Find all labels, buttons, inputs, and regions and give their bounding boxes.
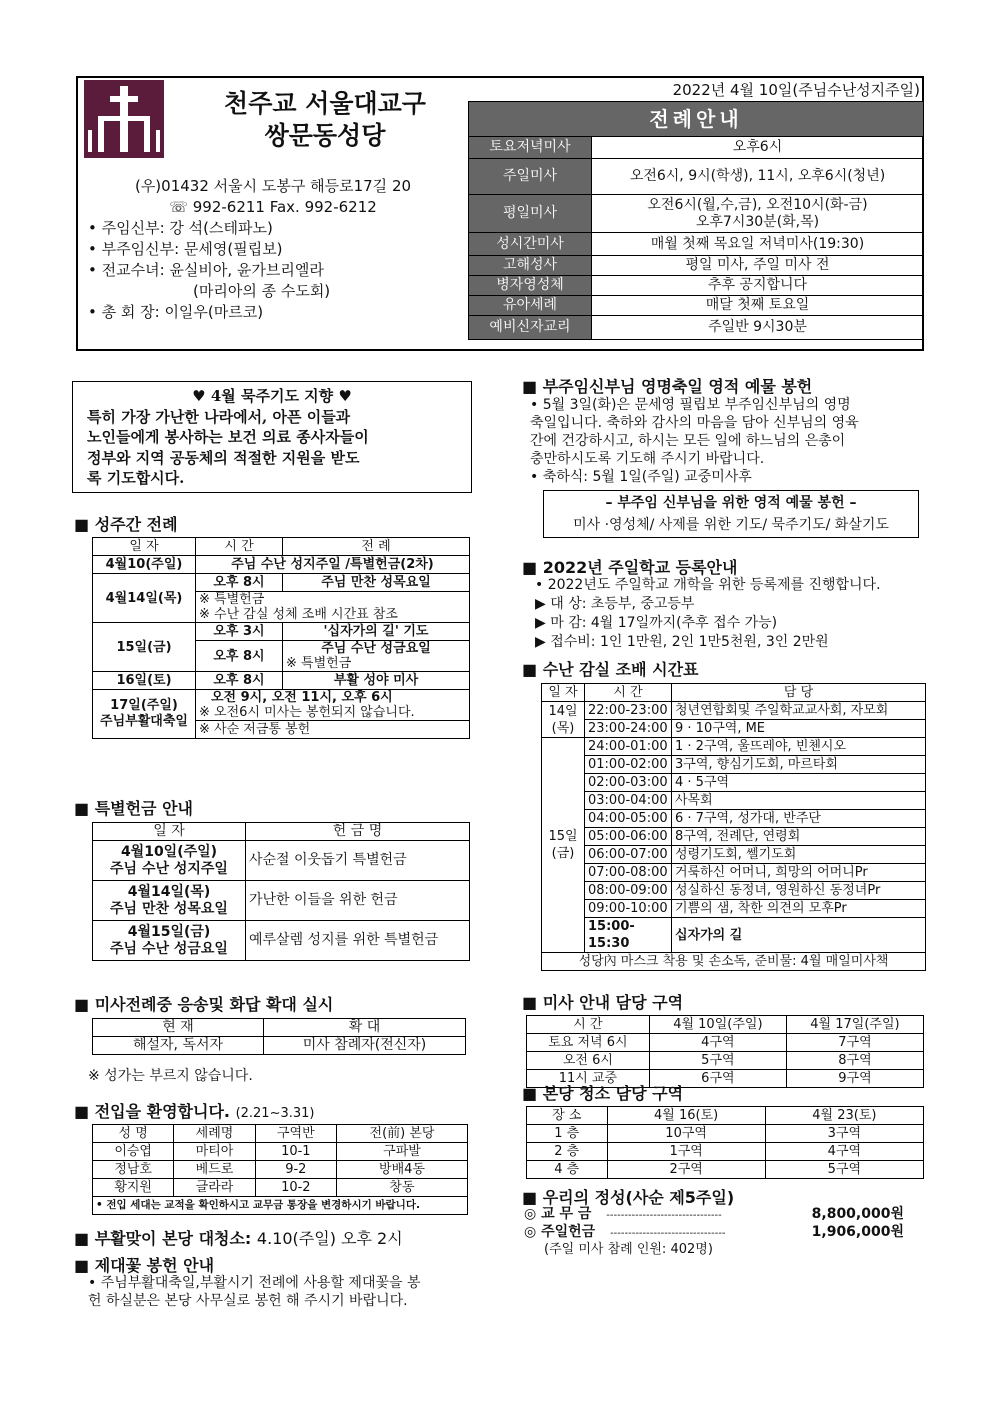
- liturgy-value: 오후6시: [592, 137, 924, 159]
- ad-time: 08:00-09:00: [585, 882, 672, 900]
- off-date: 4월10일(주일): [120, 843, 218, 860]
- col-header: 전 례: [283, 538, 470, 556]
- col-header: 구역반: [255, 1125, 336, 1143]
- wel-cell: 10-1: [255, 1143, 336, 1161]
- hw-date: 16일(토): [93, 672, 196, 690]
- md-cell: 11시 교중: [527, 1070, 650, 1088]
- expand-current: 해설자, 독서자: [93, 1037, 264, 1055]
- md-cell: 오전 6시: [527, 1052, 650, 1070]
- finance-row-offering: [524, 1223, 904, 1243]
- big-clean-label: ■ 부활맞이 본당 대청소:: [74, 1229, 252, 1248]
- md-cell: 7구역: [786, 1034, 923, 1052]
- ad-duty: 성실하신 동정녀, 영원하신 동정녀Pr: [672, 882, 926, 900]
- adoration-title: ■ 수난 감실 조배 시간표: [522, 660, 699, 679]
- ad-date: 15일(금): [542, 738, 585, 953]
- ad-time: 24:00-01:00: [585, 738, 672, 756]
- col-header: 시 간: [196, 538, 283, 556]
- ad-duty: 6 · 7구역, 성가대, 반주단: [672, 810, 926, 828]
- fin-amount: 8,800,000원: [811, 1206, 904, 1222]
- ad-time: 05:00-06:00: [585, 828, 672, 846]
- school-title: ■ 2022년 주일학교 등록안내: [522, 558, 738, 577]
- hw-date: 15일(금): [93, 623, 196, 672]
- hw-note: ※ 특별헌금: [286, 656, 352, 671]
- ad-time: 02:00-03:00: [585, 774, 672, 792]
- spiritual-offering-box: [543, 490, 919, 538]
- ad-duty: 3구역, 향심기도회, 마르타회: [672, 756, 926, 774]
- fin-leader: --------------------------------: [610, 1228, 726, 1239]
- welcome-title-text: ■ 전입을 환영합니다.: [74, 1102, 230, 1121]
- title-line1: 천주교 서울대교구: [224, 89, 426, 118]
- school-line: • 2022년도 주일학교 개학을 위한 등록제를 진행합니다.: [535, 577, 881, 593]
- staff-order: (마리아의 종 수도회): [193, 282, 331, 300]
- col-header: 일 자: [93, 823, 246, 841]
- liturgy-table: [468, 101, 924, 340]
- fin-amount: 1,906,000원: [811, 1224, 904, 1240]
- hw-note: ※ 수난 감실 성체 조배 시간표 참조: [199, 607, 398, 622]
- cd-cell: 2구역: [607, 1161, 765, 1179]
- bulletin-date: 2022년 4월 10일(주님수난성지주일): [672, 81, 920, 99]
- staff-president: • 총 회 장: 이일우(마르코): [88, 303, 264, 321]
- liturgy-key: 성시간미사: [469, 233, 592, 256]
- feast-title: ■ 부주임신부님 영명축일 영적 예물 봉헌: [522, 377, 813, 396]
- cd-cell: 1구역: [607, 1143, 765, 1161]
- ad-duty: 9 · 10구역, ME: [672, 720, 926, 738]
- ad-time: 03:00-04:00: [585, 792, 672, 810]
- col-header: 헌 금 명: [246, 823, 470, 841]
- col-header: 4월 10일(주일): [649, 1016, 786, 1034]
- liturgy-key: 토요저녁미사: [469, 137, 592, 159]
- col-header: 일 자: [542, 684, 585, 702]
- hw-note: ※ 사순 저금통 봉헌: [196, 721, 470, 739]
- ad-time: 06:00-07:00: [585, 846, 672, 864]
- address: (우)01432 서울시 도봉구 해등로17길 20: [134, 177, 412, 195]
- col-header: 4월 17일(주일): [786, 1016, 923, 1034]
- ad-duty: 거룩하신 어머니, 희망의 어머니Pr: [672, 864, 926, 882]
- spiritual-box-text: 미사 ·영성체/ 사제를 위한 기도/ 묵주기도/ 화살기도: [573, 517, 889, 533]
- prayer-intention-box: [72, 381, 472, 493]
- col-header: 성 명: [93, 1125, 174, 1143]
- feast-line: • 5월 3일(화)은 문세영 필립보 부주임신부님의 영명: [530, 397, 851, 413]
- cd-cell: 4 층: [527, 1161, 608, 1179]
- wel-cell: 정남호: [93, 1161, 174, 1179]
- col-header: 장 소: [527, 1107, 608, 1125]
- feast-line: 간에 건강하시고, 하시는 모든 일에 하느님의 은총이: [530, 433, 846, 449]
- off-date: 4월14일(목): [127, 883, 211, 900]
- wel-cell: 방배4동: [336, 1161, 467, 1179]
- flowers-title: ■ 제대꽃 봉헌 안내: [74, 1256, 215, 1275]
- weekday-mass-1: 오전6시(월,수,금), 오전10시(화-금): [647, 196, 868, 213]
- ad-duty: 1 · 2구역, 울뜨레야, 빈첸시오: [672, 738, 926, 756]
- offering-title: ■ 특별헌금 안내: [74, 799, 193, 818]
- wel-cell: 구파발: [336, 1143, 467, 1161]
- liturgy-key: 주일미사: [469, 159, 592, 195]
- welcome-table: [92, 1124, 468, 1215]
- welcome-title: [74, 1099, 315, 1122]
- ad-duty: 8구역, 전례단, 연령회: [672, 828, 926, 846]
- hw-time: 오후 8시: [196, 574, 283, 592]
- off-name: 예루살렘 성지를 위한 특별헌금: [246, 921, 470, 961]
- fin-label: ◎ 주일헌금: [524, 1224, 596, 1240]
- ad-duty: 기쁨의 샘, 착한 의견의 모후Pr: [672, 900, 926, 918]
- school-line: ▶ 접수비: 1인 1만원, 2인 1만5천원, 3인 2만원: [535, 634, 829, 650]
- hw-note: ※ 특별헌금: [199, 592, 265, 607]
- staff-pastor: • 주임신부: 강 석(스테파노): [88, 219, 273, 237]
- off-feast: 주님 수난 성금요일: [110, 940, 228, 957]
- liturgy-value: 매달 첫째 토요일: [592, 296, 924, 316]
- prayer-line: 노인들에게 봉사하는 보건 의료 종사자들이: [87, 428, 369, 446]
- ad-note: 성당內 마스크 착용 및 손소독, 준비물: 4월 매일미사책: [542, 953, 926, 971]
- hw-time: 오후 8시: [196, 641, 283, 672]
- ad-date: 14일(목): [542, 702, 585, 738]
- wel-cell: 10-2: [255, 1179, 336, 1197]
- expand-new: 미사 참례자(전신자): [264, 1037, 466, 1055]
- col-header: 시 간: [585, 684, 672, 702]
- hw-liturgy: '십자가의 길' 기도: [283, 623, 470, 641]
- prayer-line: 록 기도합시다.: [87, 469, 185, 487]
- staff-sisters: • 전교수녀: 윤실비아, 윤가브리엘라: [88, 261, 324, 279]
- cd-cell: 3구역: [765, 1125, 923, 1143]
- mass-duty-title: ■ 미사 안내 담당 구역: [522, 993, 684, 1012]
- feast-line: 충만하시도록 기도해 주시기 바랍니다.: [530, 451, 765, 467]
- expand-note: ※ 성가는 부르지 않습니다.: [88, 1068, 253, 1084]
- parish-title: [180, 88, 470, 152]
- off-date: 4월15일(금): [127, 923, 211, 940]
- contact-info: [88, 176, 458, 323]
- spiritual-box-title: – 부주임 신부님을 위한 영적 예물 봉헌 –: [605, 495, 857, 511]
- md-cell: 6구역: [649, 1070, 786, 1088]
- md-cell: 9구역: [786, 1070, 923, 1088]
- liturgy-key: 유아세례: [469, 296, 592, 316]
- cd-cell: 10구역: [607, 1125, 765, 1143]
- liturgy-value: [592, 195, 924, 233]
- flowers-text: [88, 1274, 421, 1310]
- md-cell: 4구역: [649, 1034, 786, 1052]
- finance-title: ■ 우리의 정성(사순 제5주일): [522, 1188, 735, 1207]
- clean-duty-title: ■ 본당 청소 담당 구역: [522, 1084, 684, 1103]
- feast-text: [530, 396, 924, 486]
- hw-time: 오후 8시: [196, 672, 283, 690]
- staff-assistant: • 부주임신부: 문세영(필립보): [88, 240, 283, 258]
- school-line: ▶ 마 감: 4월 17일까지(추후 접수 가능): [535, 615, 778, 631]
- wel-cell: 창동: [336, 1179, 467, 1197]
- liturgy-value: 오전6시, 9시(학생), 11시, 오후6시(청년): [592, 159, 924, 195]
- md-cell: 토요 저녁 6시: [527, 1034, 650, 1052]
- wel-cell: 9-2: [255, 1161, 336, 1179]
- expand-table: [92, 1018, 466, 1055]
- col-header: 전(前) 본당: [336, 1125, 467, 1143]
- ad-time: 07:00-08:00: [585, 864, 672, 882]
- off-feast: 주님 만찬 성목요일: [110, 900, 228, 917]
- offering-table: [92, 822, 470, 961]
- ad-duty: 십자가의 길: [672, 918, 926, 953]
- hw-liturgy: 주님 만찬 성목요일: [283, 574, 470, 592]
- big-clean-title: [74, 1226, 403, 1249]
- hw-liturgy: 부활 성야 미사: [283, 672, 470, 690]
- welcome-period: (2.21~3.31): [235, 1106, 315, 1121]
- md-cell: 8구역: [786, 1052, 923, 1070]
- ad-time: 04:00-05:00: [585, 810, 672, 828]
- ad-duty: 4 · 5구역: [672, 774, 926, 792]
- hw-date: 17일(주일): [110, 698, 178, 713]
- col-header: 일 자: [93, 538, 196, 556]
- liturgy-key: 예비신자교리: [469, 316, 592, 340]
- liturgy-value: 추후 공지합니다: [592, 276, 924, 296]
- holyweek-table: [92, 537, 470, 739]
- liturgy-value: 주일반 9시30분: [592, 316, 924, 340]
- liturgy-key: 고해성사: [469, 256, 592, 276]
- expand-title: ■ 미사전례중 응송및 화답 확대 실시: [74, 995, 334, 1014]
- school-line: ▶ 대 상: 초등부, 중고등부: [535, 596, 695, 612]
- hw-liturgy: 주님 수난 성지주일 /특별헌금(2차): [196, 556, 470, 574]
- liturgy-key: 병자영성체: [469, 276, 592, 296]
- wel-note: • 전입 세대는 교적을 확인하시고 교무금 통장을 변경하시기 바랍니다.: [93, 1197, 468, 1215]
- hw-liturgy: 주님 수난 성금요일: [321, 641, 431, 656]
- wel-cell: 이승엽: [93, 1143, 174, 1161]
- feast-line: • 축하식: 5월 1일(주일) 교중미사후: [530, 469, 752, 485]
- fin-label: ◎ 교 무 금: [524, 1206, 592, 1222]
- fin-leader: --------------------------------: [606, 1210, 722, 1221]
- wel-cell: 황지원: [93, 1179, 174, 1197]
- adoration-table: [541, 683, 926, 971]
- feast-line: 축일입니다. 축하와 감사의 마음을 담아 신부님의 영육: [530, 415, 859, 431]
- col-header: 4월 16(토): [607, 1107, 765, 1125]
- church-logo-icon: [84, 80, 164, 158]
- prayer-line: 특히 가장 가난한 나라에서, 아픈 이들과: [87, 407, 351, 426]
- flowers-line: • 주님부활대축일,부활시기 전례에 사용할 제대꽃을 봉: [88, 1275, 421, 1291]
- hw-time: 오후 3시: [196, 623, 283, 641]
- ad-time: 22:00-23:00: [585, 702, 672, 720]
- col-header: 담 당: [672, 684, 926, 702]
- cd-cell: 1 층: [527, 1125, 608, 1143]
- prayer-title: ♥ 4월 묵주기도 지향 ♥: [192, 387, 352, 405]
- liturgy-title: 전례안내: [469, 102, 924, 137]
- ad-time: 15:00-15:30: [585, 918, 672, 953]
- col-header: 확 대: [264, 1019, 466, 1037]
- md-cell: 5구역: [649, 1052, 786, 1070]
- school-text: [535, 576, 881, 652]
- ad-duty: 성령기도회, 쎌기도회: [672, 846, 926, 864]
- prayer-line: 정부와 지역 공동체의 적절한 지원을 받도: [87, 448, 360, 467]
- hw-note: ※ 오전6시 미사는 봉헌되지 않습니다.: [199, 705, 415, 720]
- ad-duty: 사목회: [672, 792, 926, 810]
- off-name: 사순절 이웃돕기 특별헌금: [246, 841, 470, 881]
- off-feast: 주님 수난 성지주일: [110, 860, 228, 877]
- mass-duty-table: [526, 1015, 924, 1088]
- ad-duty: 청년연합회및 주일학교교사회, 자모회: [672, 702, 926, 720]
- cd-cell: 2 층: [527, 1143, 608, 1161]
- cd-cell: 4구역: [765, 1143, 923, 1161]
- col-header: 현 재: [93, 1019, 264, 1037]
- hw-date: 4월14일(목): [93, 574, 196, 623]
- phone-fax: ☏ 992-6211 Fax. 992-6212: [169, 198, 377, 216]
- hw-date: 4월10(주일): [93, 556, 196, 574]
- off-name: 가난한 이들을 위한 헌금: [246, 881, 470, 921]
- holyweek-title: ■ 성주간 전례: [74, 515, 178, 534]
- finance-attendance: (주일 미사 참례 인원: 402명): [544, 1242, 713, 1257]
- col-header: 시 간: [527, 1016, 650, 1034]
- ad-time: 09:00-10:00: [585, 900, 672, 918]
- col-header: 4월 23(토): [765, 1107, 923, 1125]
- big-clean-when: 4.10(주일) 오후 2시: [256, 1229, 403, 1248]
- cd-cell: 5구역: [765, 1161, 923, 1179]
- hw-feast: 주님부활대축일: [100, 714, 188, 729]
- liturgy-key: 평일미사: [469, 195, 592, 233]
- ad-time: 23:00-24:00: [585, 720, 672, 738]
- hw-liturgy: 오전 9시, 오전 11시, 오후 6시: [211, 690, 393, 705]
- clean-duty-table: [526, 1106, 924, 1179]
- wel-cell: 마티아: [174, 1143, 255, 1161]
- liturgy-value: 매월 첫째 목요일 저녁미사(19:30): [592, 233, 924, 256]
- weekday-mass-2: 오후7시30분(화,목): [695, 213, 820, 230]
- wel-cell: 베드로: [174, 1161, 255, 1179]
- wel-cell: 글라라: [174, 1179, 255, 1197]
- flowers-line: 헌 하실분은 본당 사무실로 봉헌 해 주시기 바랍니다.: [88, 1293, 408, 1309]
- liturgy-value: 평일 미사, 주일 미사 전: [592, 256, 924, 276]
- finance-row-tithe: [524, 1205, 904, 1225]
- title-line2: 쌍문동성당: [264, 121, 386, 150]
- ad-time: 01:00-02:00: [585, 756, 672, 774]
- col-header: 세례명: [174, 1125, 255, 1143]
